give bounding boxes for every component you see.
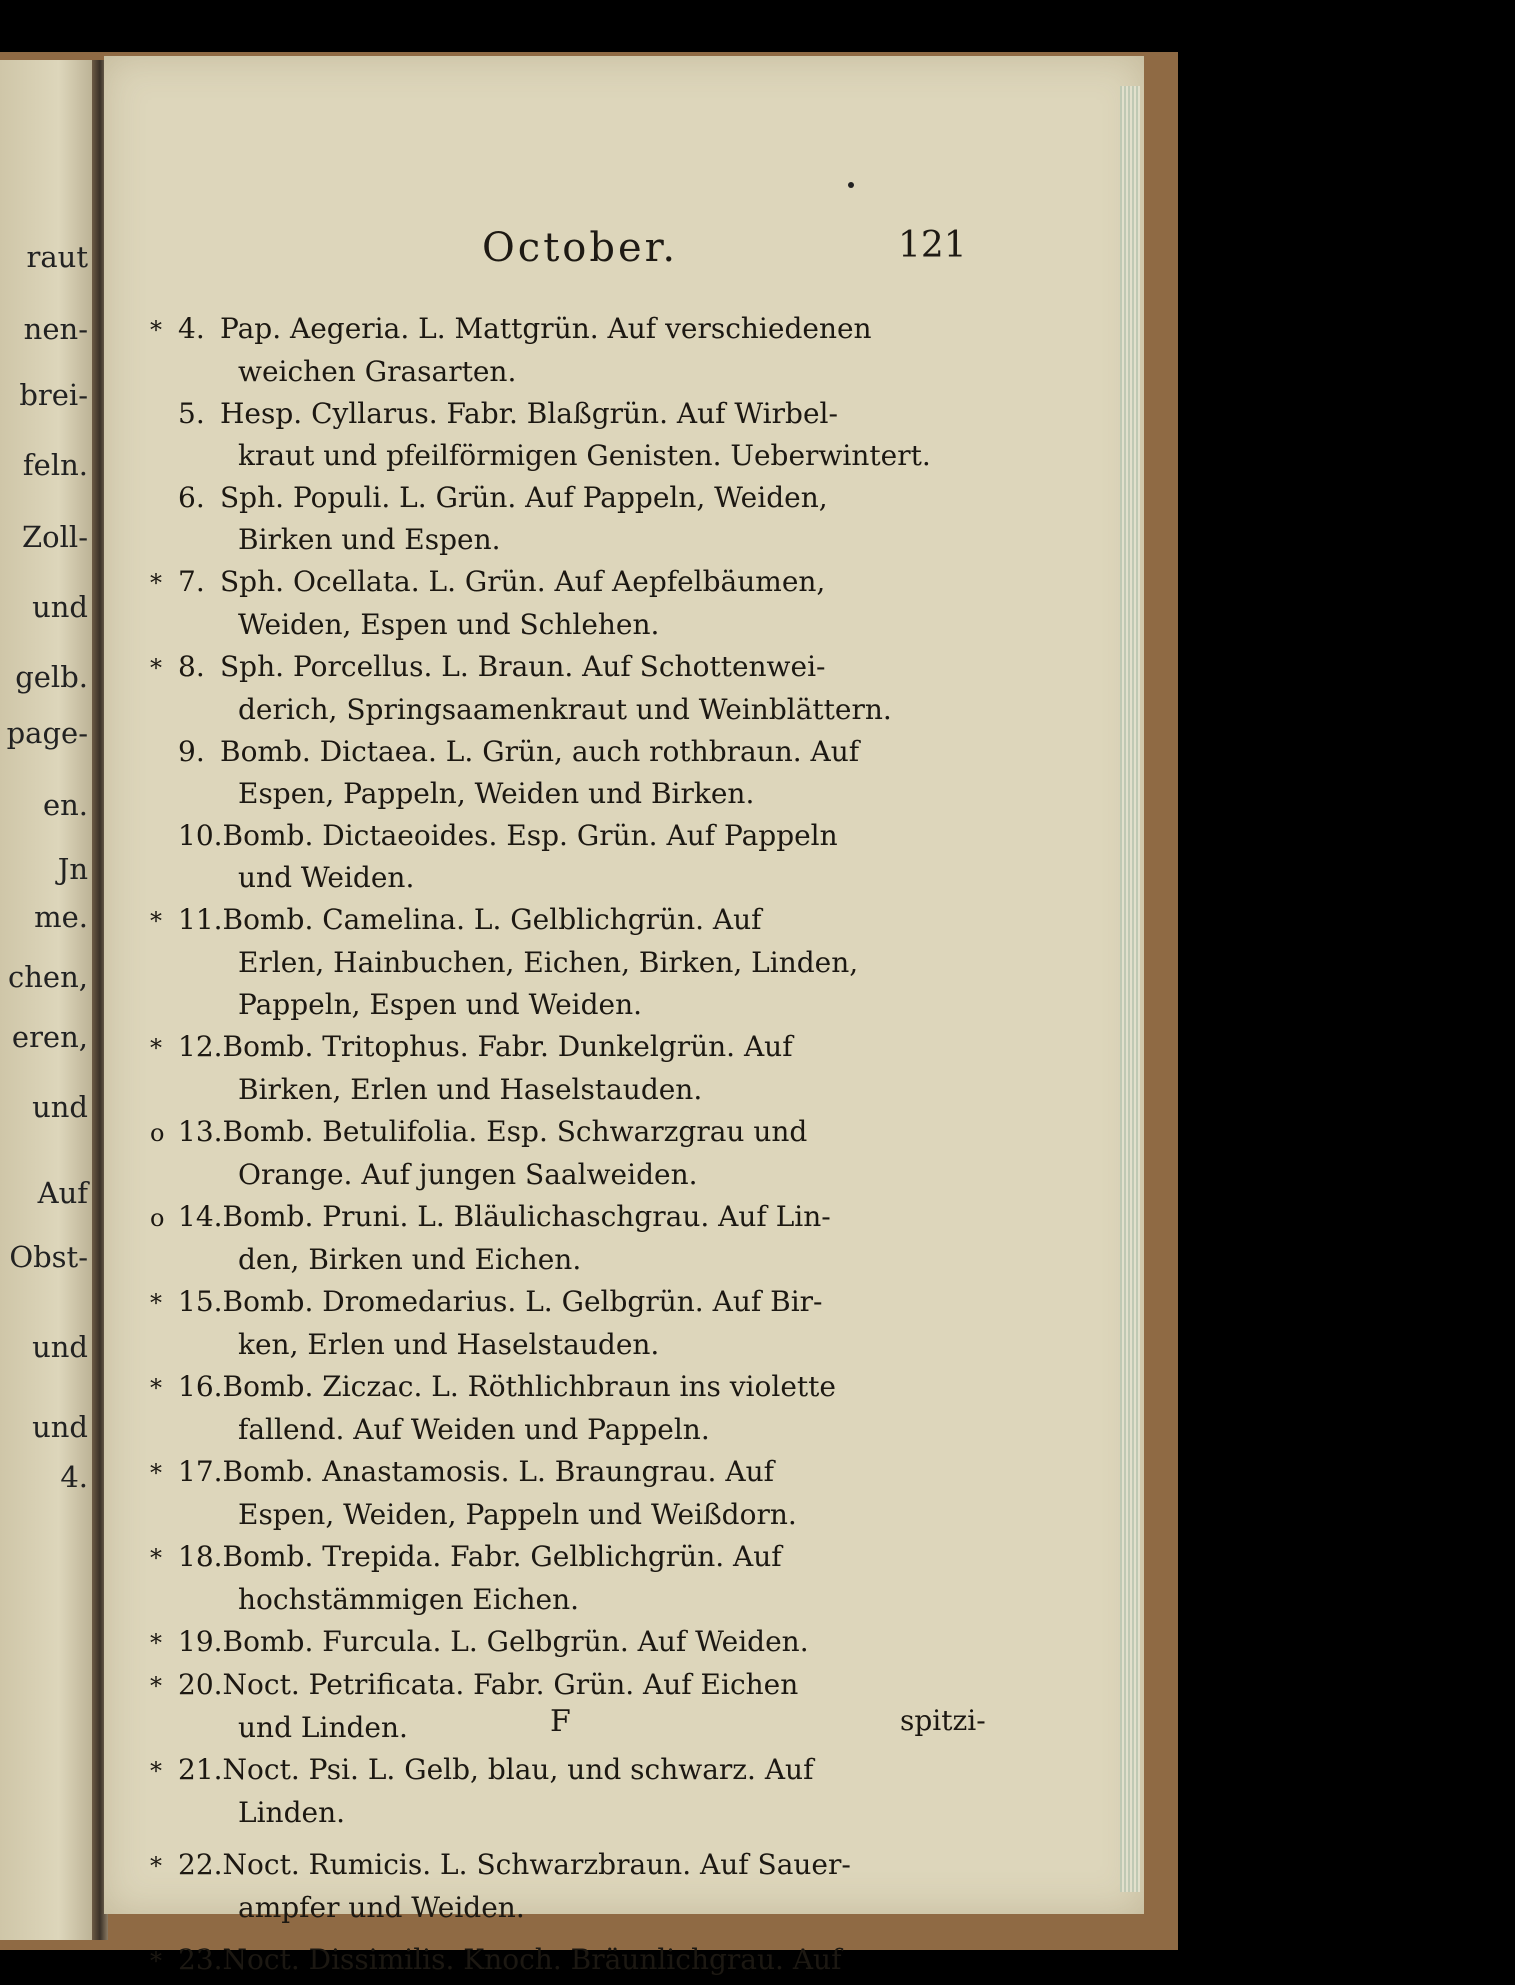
left-page-fragment: und: [32, 1330, 88, 1364]
left-page-fragment: Obst-: [9, 1240, 88, 1274]
entry-text: Sph. Ocellata. L. Grün. Auf Aepfelbäumen,: [220, 565, 826, 598]
entry-text: Bomb. Anastamosis. L. Braungrau. Auf: [222, 1455, 774, 1488]
catchword: spitzi-: [900, 1704, 986, 1737]
entry-continuation: Birken, Erlen und Haselstauden.: [238, 1073, 703, 1106]
entry-text: Bomb. Dromedarius. L. Gelbgrün. Auf Bir-: [222, 1285, 823, 1318]
left-page-fragment: feln.: [22, 448, 88, 482]
page-title: October.: [482, 225, 679, 271]
entry-marker: *: [150, 1544, 162, 1572]
entry-text: Bomb. Betulifolia. Esp. Schwarzgrau und: [222, 1115, 808, 1148]
left-page-fragment: en.: [42, 788, 88, 822]
entry-marker: *: [150, 316, 162, 344]
entry-first-line: [150, 1749, 965, 1792]
entry-text: Bomb. Furcula. L. Gelbgrün. Auf Weiden.: [222, 1625, 809, 1658]
entry-first-line: [150, 1026, 965, 1069]
entry-number: 4.: [178, 312, 205, 345]
entry-number: 16.: [178, 1370, 223, 1403]
entry-marker: *: [150, 1757, 162, 1785]
left-page-fragment: 4.: [60, 1460, 88, 1494]
entry-first-line: [150, 308, 965, 351]
entry-continuation: fallend. Auf Weiden und Pappeln.: [238, 1413, 710, 1446]
left-page-fragment: nen-: [23, 312, 88, 346]
entry-number: 14.: [178, 1200, 223, 1233]
left-page: [0, 60, 98, 1940]
entry: [150, 731, 965, 815]
entry: [150, 815, 965, 899]
entry-continuation: Pappeln, Espen und Weiden.: [238, 988, 643, 1021]
entry-number: 13.: [178, 1115, 223, 1148]
entry-number: 5.: [178, 397, 205, 430]
entry-number: 23.: [178, 1943, 223, 1976]
entry-text: Bomb. Camelina. L. Gelblichgrün. Auf: [222, 903, 762, 936]
entry-marker: *: [150, 1374, 162, 1402]
entry-text: Bomb. Tritophus. Fabr. Dunkelgrün. Auf: [222, 1030, 793, 1063]
entry-first-line: [150, 815, 965, 857]
entry-continuation: Linden.: [238, 1796, 346, 1829]
entry-first-line: [150, 1664, 965, 1707]
left-page-fragment: eren,: [11, 1020, 88, 1054]
entry-marker: *: [150, 1289, 162, 1317]
entry: [150, 1621, 965, 1664]
entry-continuation: Espen, Weiden, Pappeln und Weißdorn.: [238, 1498, 797, 1531]
entry-continuation: und Linden.: [238, 1711, 408, 1744]
left-page-fragment: page-: [6, 716, 88, 750]
left-page-fragment: Auf: [37, 1176, 88, 1210]
entry-marker: o: [150, 1204, 165, 1232]
entry-first-line: [150, 1111, 965, 1154]
entry-marker: *: [150, 1034, 162, 1062]
entry-first-line: [150, 899, 965, 942]
entry-text: Noct. Psi. L. Gelb, blau, und schwarz. Auf: [222, 1753, 814, 1786]
entry: [150, 1536, 965, 1621]
left-page-fragment: raut: [26, 240, 88, 274]
entry: [150, 1939, 965, 1982]
entry-number: 11.: [178, 903, 223, 936]
entry-continuation: Weiden, Espen und Schlehen.: [238, 608, 660, 641]
left-page-fragment: und: [32, 1090, 88, 1124]
entry-continuation: weichen Grasarten.: [238, 355, 517, 388]
entry-first-line: [150, 646, 965, 689]
entry: [150, 477, 965, 561]
entry: [150, 646, 965, 731]
entry-text: Bomb. Trepida. Fabr. Gelblichgrün. Auf: [222, 1540, 782, 1573]
entry: [150, 393, 965, 477]
entry-continuation: derich, Springsaamenkraut und Weinblättern.: [238, 693, 892, 726]
entry-text: Bomb. Dictaeoides. Esp. Grün. Auf Pappeln: [222, 819, 838, 852]
entry: [150, 1026, 965, 1111]
entry-continuation: Espen, Pappeln, Weiden und Birken.: [238, 777, 755, 810]
left-page-fragment: und: [32, 1410, 88, 1444]
entry-text: Bomb. Dictaea. L. Grün, auch rothbraun. Auf: [220, 735, 860, 768]
entry-first-line: [150, 477, 965, 519]
entry-first-line: [150, 1939, 965, 1982]
entry: [150, 899, 965, 1026]
entry-text: Sph. Porcellus. L. Braun. Auf Schottenwei-: [220, 650, 826, 683]
left-page-fragment: chen,: [8, 960, 88, 994]
entry-text: Bomb. Pruni. L. Bläulichaschgrau. Auf Lin-: [222, 1200, 831, 1233]
entry-number: 17.: [178, 1455, 223, 1488]
entry-first-line: [150, 1366, 965, 1409]
entry: [150, 1196, 965, 1281]
entry-number: 19.: [178, 1625, 223, 1658]
running-head: [0, 225, 1515, 271]
left-page-fragment: und: [32, 590, 88, 624]
entry-number: 12.: [178, 1030, 223, 1063]
entry-first-line: [150, 1196, 965, 1239]
entry-marker: *: [150, 907, 162, 935]
entry-continuation: ken, Erlen und Haselstauden.: [238, 1328, 660, 1361]
left-page-fragment: gelb.: [15, 660, 88, 694]
entry-marker: *: [150, 1947, 162, 1975]
entry-marker: *: [150, 1629, 162, 1657]
left-page-fragment: brei-: [19, 378, 88, 412]
entry-continuation: kraut und pfeilförmigen Genisten. Ueberwintert.: [238, 439, 931, 472]
ink-speck: [848, 182, 854, 188]
left-page-fragment: Zoll-: [22, 520, 88, 554]
entry-text: Noct. Dissimilis. Knoch. Bräunlichgrau. Auf: [222, 1943, 842, 1976]
entry: [150, 1366, 965, 1451]
entry-number: 9.: [178, 735, 205, 768]
entry-continuation: hochstämmigen Eichen.: [238, 1583, 580, 1616]
entry-number: 21.: [178, 1753, 223, 1786]
entry: [150, 561, 965, 646]
entry-continuation: und Weiden.: [238, 861, 415, 894]
page-edges: [1120, 86, 1140, 1892]
entry-first-line: [150, 393, 965, 435]
entry-first-line: [150, 1621, 965, 1664]
entry-text: Bomb. Ziczac. L. Röthlichbraun ins violette: [222, 1370, 836, 1403]
page-footer: [0, 1704, 1515, 1744]
entry-text: Noct. Rumicis. L. Schwarzbraun. Auf Sauer-: [222, 1848, 851, 1881]
entry: [150, 1111, 965, 1196]
entry-number: 15.: [178, 1285, 223, 1318]
signature-mark: F: [550, 1704, 571, 1739]
entry-marker: *: [150, 569, 162, 597]
entry-number: 8.: [178, 650, 205, 683]
entry-marker: o: [150, 1119, 165, 1147]
entry: [150, 1451, 965, 1536]
entry-text: Pap. Aegeria. L. Mattgrün. Auf verschiedenen: [220, 312, 872, 345]
entry-number: 20.: [178, 1668, 223, 1701]
left-page-fragment: Jn: [57, 852, 88, 886]
entry: [150, 308, 965, 393]
entry-continuation: ampfer und Weiden.: [238, 1891, 525, 1924]
entry-marker: *: [150, 1852, 162, 1880]
entry-first-line: [150, 561, 965, 604]
entry-marker: *: [150, 1459, 162, 1487]
entry-text: Sph. Populi. L. Grün. Auf Pappeln, Weiden,: [220, 481, 828, 514]
entry-text: Noct. Petrificata. Fabr. Grün. Auf Eichen: [222, 1668, 799, 1701]
entry-number: 22.: [178, 1848, 223, 1881]
entry-first-line: [150, 731, 965, 773]
entry-number: 18.: [178, 1540, 223, 1573]
entry-number: 6.: [178, 481, 205, 514]
page-number: 121: [898, 225, 967, 266]
entry-marker: *: [150, 1672, 162, 1700]
entry-first-line: [150, 1536, 965, 1579]
entry-first-line: [150, 1451, 965, 1494]
entry: [150, 1749, 965, 1834]
entry-text: Hesp. Cyllarus. Fabr. Blaßgrün. Auf Wirbel-: [220, 397, 838, 430]
entry-continuation: Birken und Espen.: [238, 523, 501, 556]
left-page-fragment: me.: [34, 900, 88, 934]
entry: [150, 1844, 965, 1929]
entry-continuation: Erlen, Hainbuchen, Eichen, Birken, Linden,: [238, 946, 859, 979]
entry-number: 10.: [178, 819, 223, 852]
entry-marker: *: [150, 654, 162, 682]
entry-first-line: [150, 1281, 965, 1324]
entry: [150, 1281, 965, 1366]
entry-first-line: [150, 1844, 965, 1887]
entry-continuation: Orange. Auf jungen Saalweiden.: [238, 1158, 698, 1191]
entry-continuation: den, Birken und Eichen.: [238, 1243, 582, 1276]
entry-number: 7.: [178, 565, 205, 598]
